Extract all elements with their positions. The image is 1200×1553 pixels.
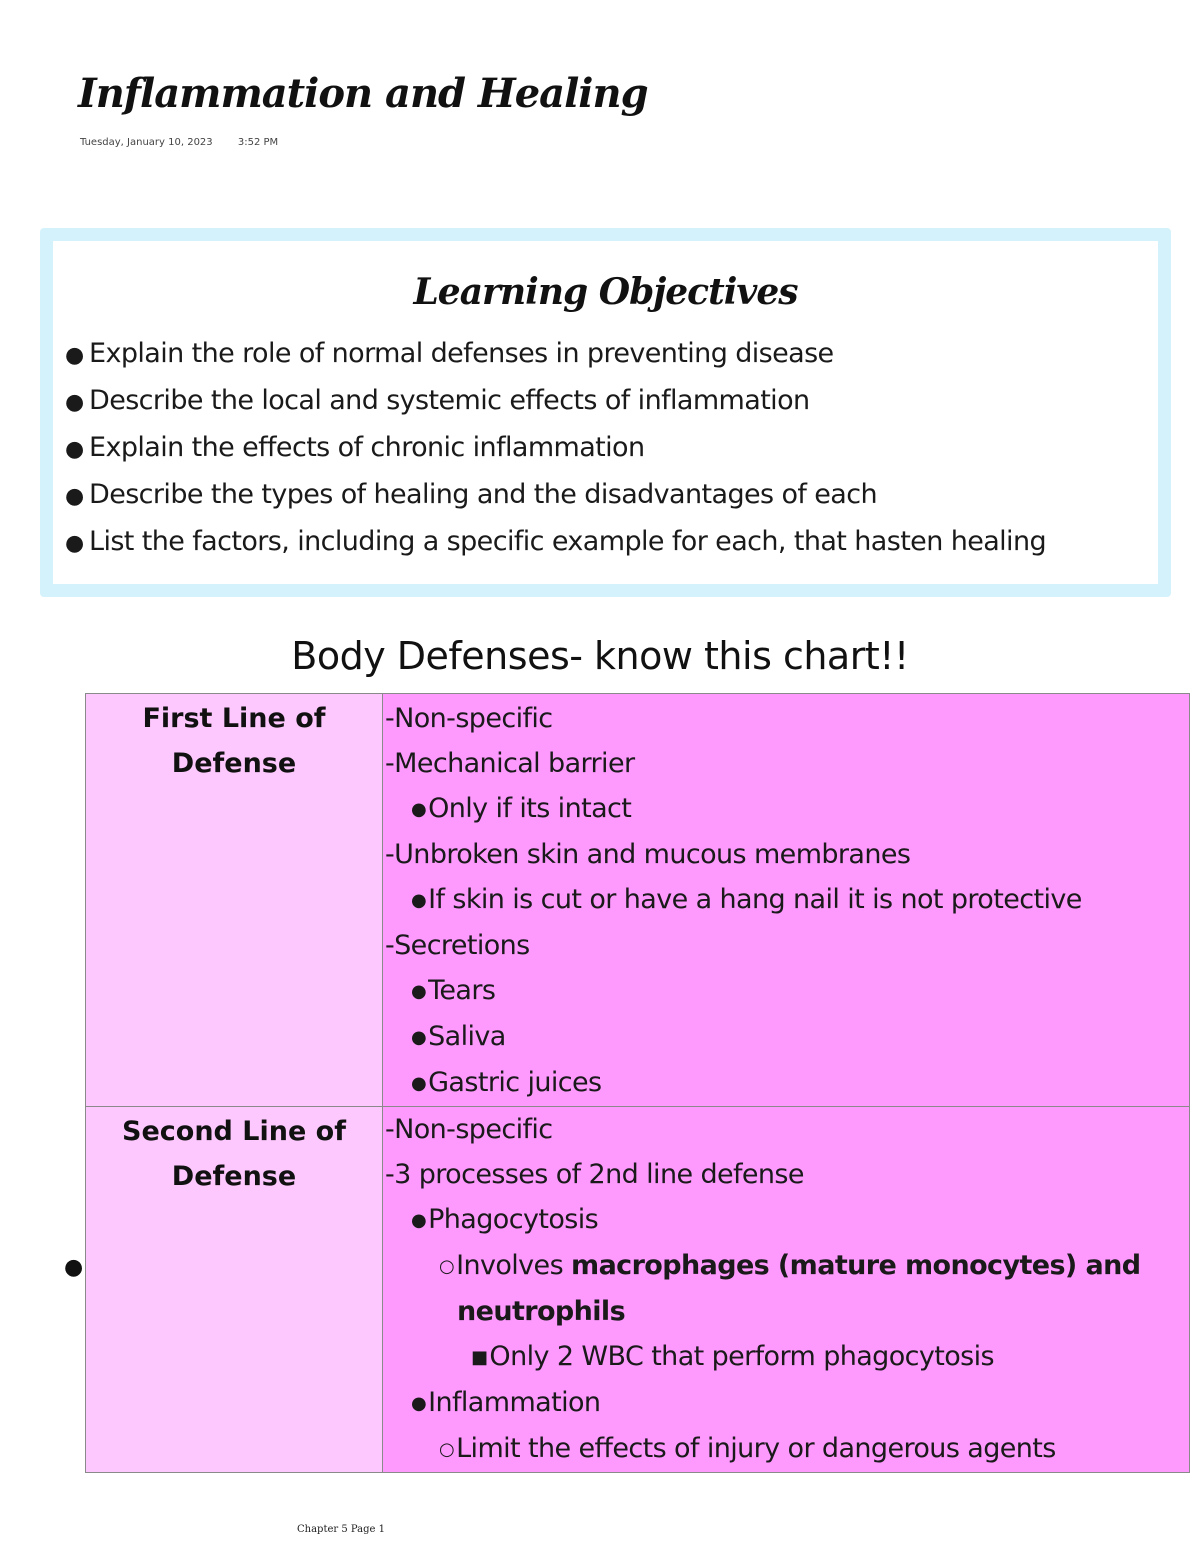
page-title: Inflammation and Healing [78,70,648,117]
learning-objectives-heading: Learning Objectives [413,271,798,313]
content-line: ●Tears [383,968,1189,1014]
bullet-icon: ● [411,981,427,1002]
content-line: ●Gastric juices [383,1060,1189,1106]
bullet-icon: ● [411,1073,427,1094]
bullet-icon: ● [411,1027,427,1048]
content-line: -3 processes of 2nd line defense [385,1159,804,1190]
bullet-icon: ● [65,437,84,462]
objective-item: ● Describe the types of healing and the disadvantages of each [65,472,1046,519]
content-line: -Non-specific [385,1114,553,1145]
learning-objectives-list [65,331,1046,566]
bullet-icon: ● [65,531,84,556]
first-line-content-cell [383,694,1190,1107]
page-footer: Chapter 5 Page 1 [297,1524,385,1535]
content-line: ●Inflammation [383,1380,1189,1426]
content-line: -Mechanical barrier [385,748,635,779]
bullet-icon: ● [411,890,427,911]
second-line-label-cell [86,1107,383,1473]
first-line-label: First Line of Defense [142,703,326,779]
bullet-icon: ● [65,390,84,415]
bold-text: macrophages (mature monocytes) and [571,1250,1141,1281]
hollow-bullet-icon: ○ [439,1256,455,1277]
content-line: -Non-specific [385,703,553,734]
learning-objectives-box [40,228,1171,597]
bullet-icon: ● [65,343,84,368]
content-line [383,1289,1189,1334]
content-line: ○Involves macrophages (mature monocytes) and [383,1243,1189,1289]
body-defenses-table [85,693,1190,1473]
content-line: ●Saliva [383,1014,1189,1060]
hollow-bullet-icon: ○ [439,1439,455,1460]
page-date: Tuesday, January 10, 2023 [80,137,213,148]
bullet-icon: ● [65,484,84,509]
content-line: ●Phagocytosis [383,1197,1189,1243]
bullet-icon: ● [411,1393,427,1414]
second-line-content-cell [383,1107,1190,1473]
table-row-first-line [86,694,1190,1107]
bullet-icon: ● [411,1210,427,1231]
objective-item: ● Describe the local and systemic effects of inflammation [65,378,1046,425]
body-defenses-heading: Body Defenses- know this chart!! [291,634,909,678]
objective-item: ● Explain the role of normal defenses in preventing disease [65,331,1046,378]
margin-bullet-icon: ● [64,1255,84,1280]
content-line: ●If skin is cut or have a hang nail it is not protective [383,877,1189,923]
bullet-icon: ● [411,799,427,820]
first-line-label-cell [86,694,383,1107]
content-line: -Unbroken skin and mucous membranes [385,839,911,870]
content-line: ■Only 2 WBC that perform phagocytosis [383,1334,1189,1380]
page-time: 3:52 PM [237,137,279,148]
table-row-second-line [86,1107,1190,1473]
content-line: ●Only if its intact [383,786,1189,832]
page-meta [80,137,278,148]
objective-item: ● Explain the effects of chronic inflammation [65,425,1046,472]
objective-item: ● List the factors, including a specific example for each, that hasten healing [65,519,1046,566]
second-line-label: Second Line of Defense [122,1116,346,1192]
square-bullet-icon: ■ [471,1347,488,1368]
content-line: ○Limit the effects of injury or dangerous agents [383,1426,1189,1472]
content-line: -Secretions [385,930,530,961]
bold-text: neutrophils [457,1296,626,1327]
